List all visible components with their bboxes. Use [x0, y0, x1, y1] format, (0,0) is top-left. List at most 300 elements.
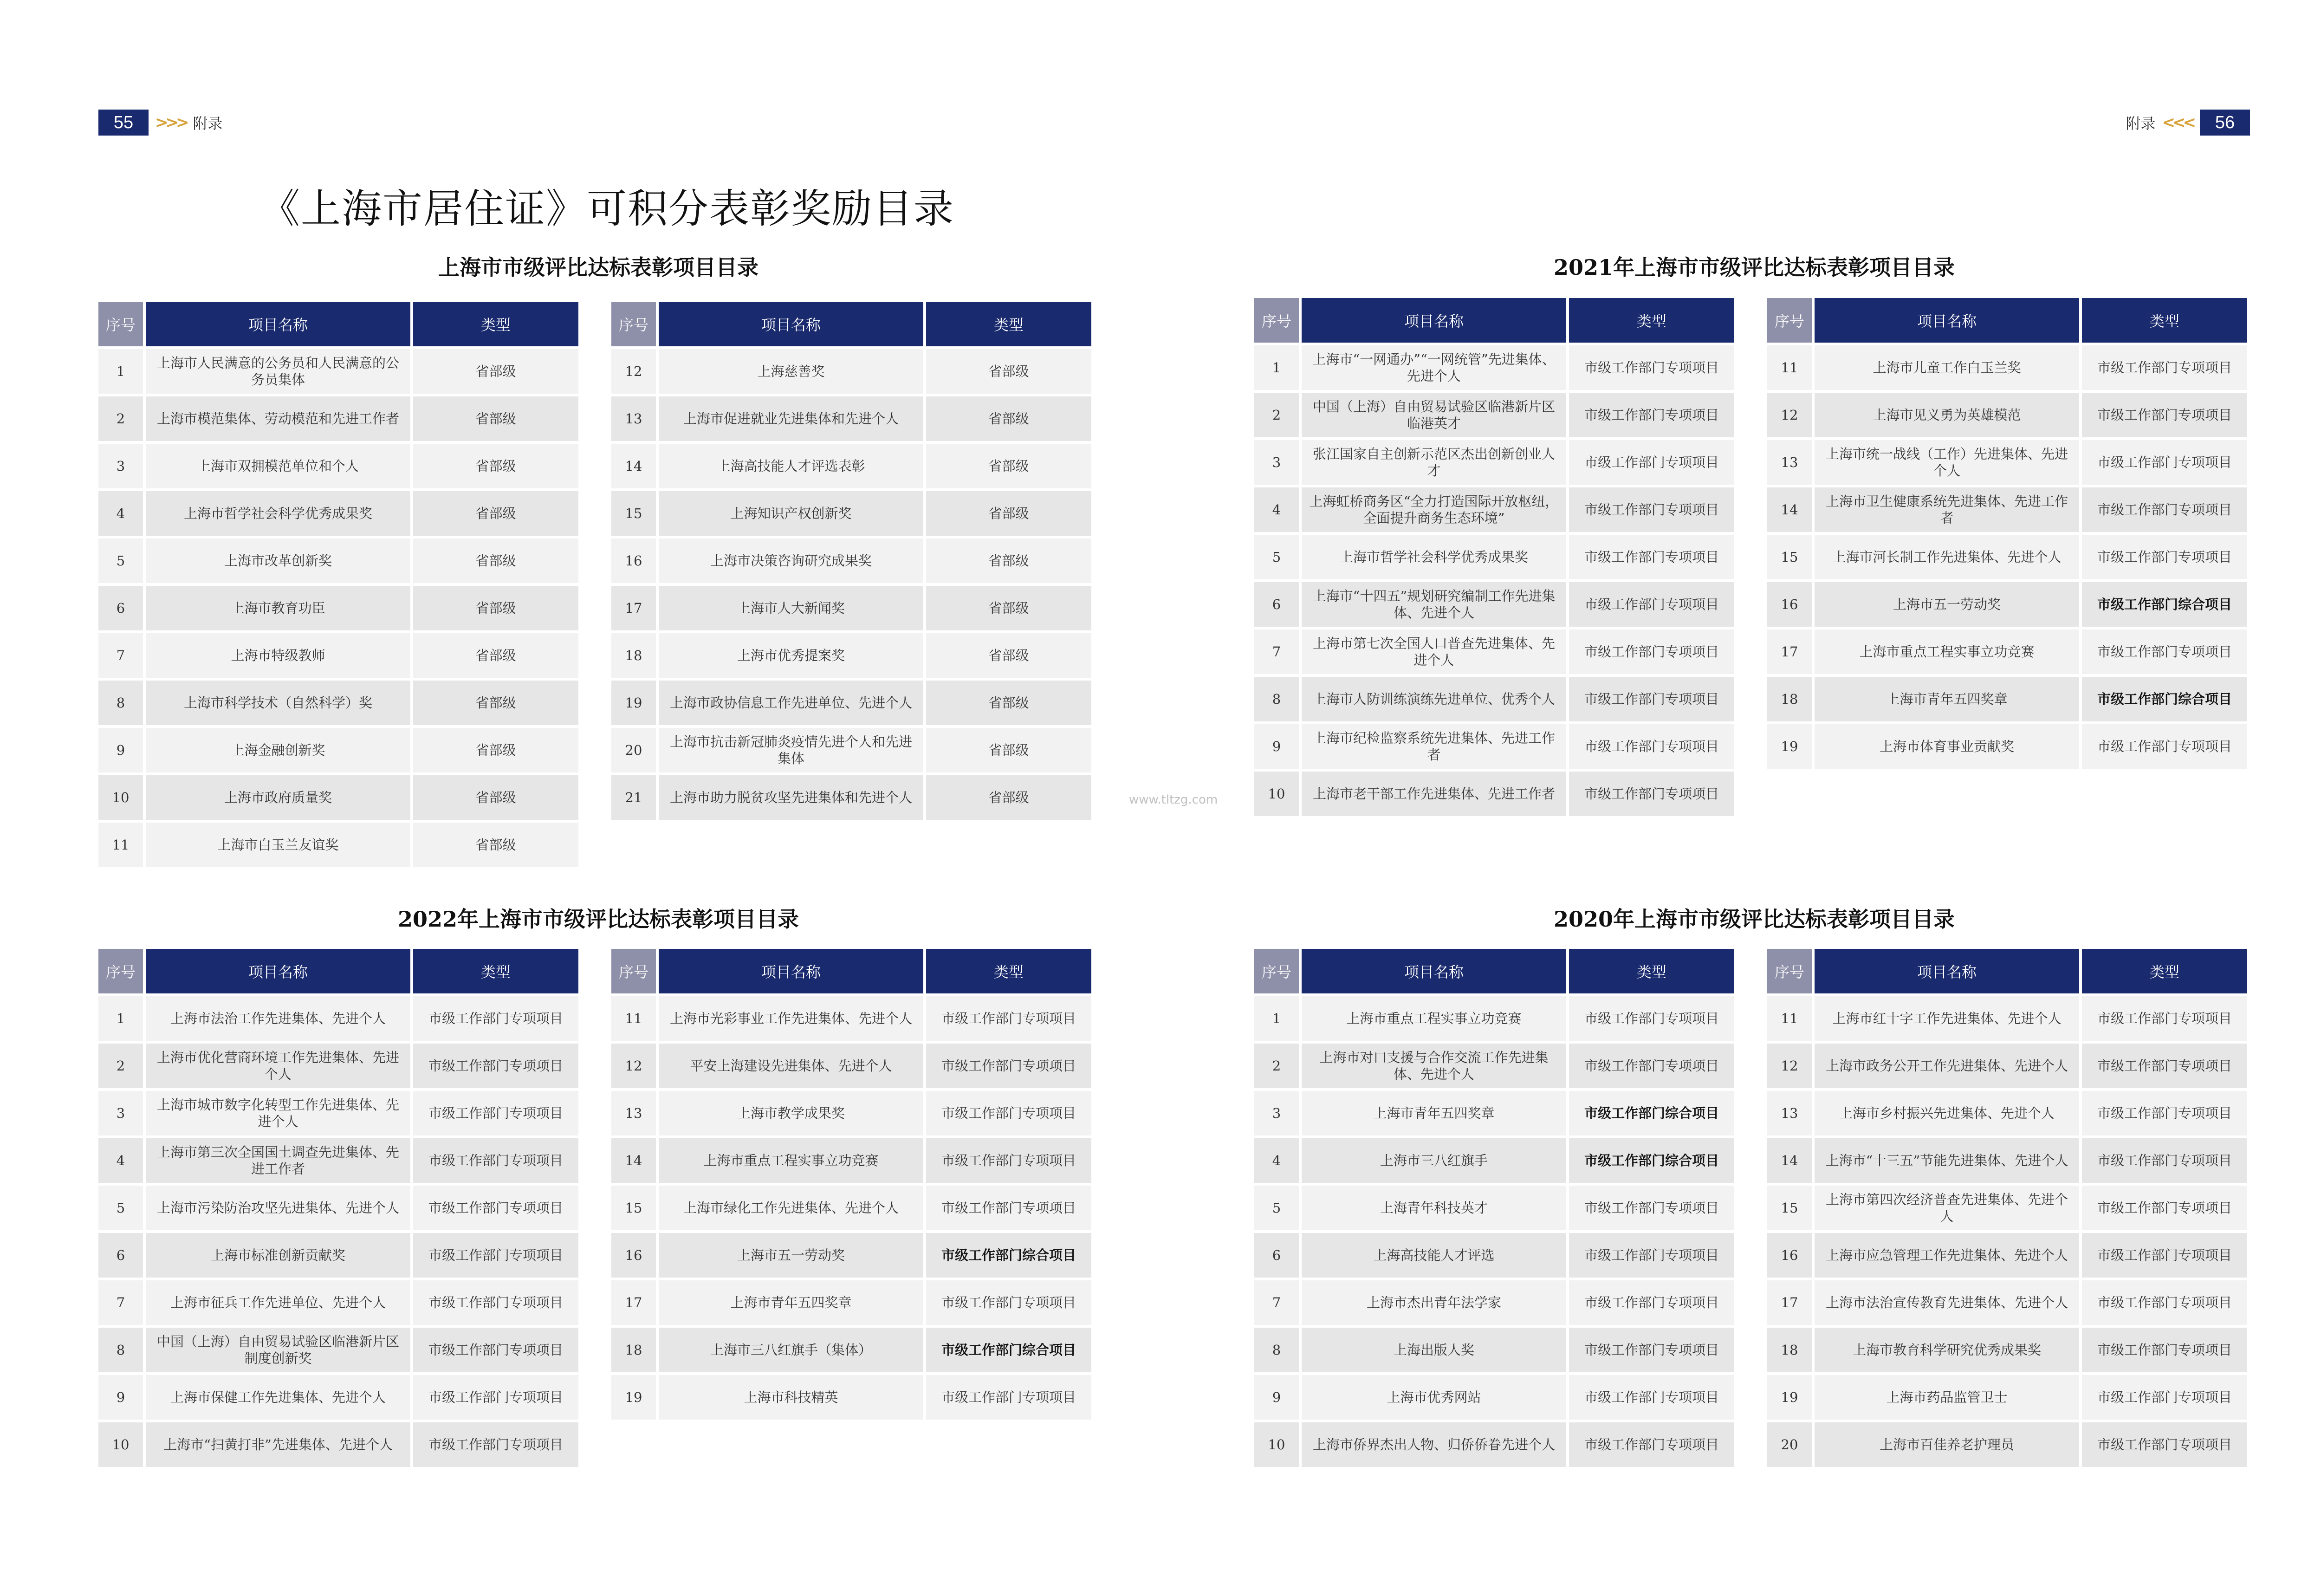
item-type: 市级工作部门专项项目	[926, 1280, 1091, 1325]
table-row	[1767, 629, 2247, 674]
item-name: 上海市儿童工作白玉兰奖	[1815, 345, 2079, 390]
table-header-row	[98, 302, 578, 346]
table-row	[1767, 1186, 2247, 1230]
item-name: 上海市重点工程实事立功竞赛	[1302, 996, 1566, 1041]
row-number: 17	[611, 1280, 656, 1325]
item-type: 省部级	[413, 491, 578, 536]
item-name: 上海市老干部工作先进集体、先进工作者	[1302, 772, 1566, 816]
row-number: 17	[1767, 1280, 1812, 1325]
item-type: 省部级	[926, 586, 1091, 630]
right-page-header	[2126, 110, 2250, 136]
row-number: 10	[98, 1422, 143, 1467]
row-number: 18	[611, 633, 656, 678]
item-name: 上海市三八红旗手	[1302, 1138, 1566, 1183]
row-number: 9	[1254, 724, 1299, 769]
item-name: 上海市乡村振兴先进集体、先进个人	[1815, 1091, 2079, 1135]
table-row	[1767, 440, 2247, 485]
item-type: 市级工作部门专项项目	[2082, 1280, 2247, 1325]
table-row	[1767, 1233, 2247, 1278]
table-row	[1254, 1044, 1734, 1088]
table-row	[98, 349, 578, 394]
column-header-no: 序号	[1767, 949, 1812, 993]
table-row	[1254, 1138, 1734, 1183]
item-name: 上海市第三次全国国土调查先进集体、先进工作者	[146, 1138, 410, 1183]
table-row	[611, 538, 1091, 583]
row-number: 18	[611, 1328, 656, 1372]
column-header-no: 序号	[611, 302, 656, 346]
section-title: 2022年上海市市级评比达标表彰项目目录	[397, 907, 799, 932]
item-name: 上海市法治宣传教育先进集体、先进个人	[1815, 1280, 2079, 1325]
item-name: 上海虹桥商务区“全力打造国际开放枢纽，全面提升商务生态环境”	[1302, 487, 1566, 532]
row-number: 1	[98, 996, 143, 1041]
item-name: 上海市重点工程实事立功竞赛	[659, 1138, 923, 1183]
header-label: 附录	[2126, 115, 2156, 132]
item-name: 上海市对口支援与合作交流工作先进集体、先进个人	[1302, 1044, 1566, 1088]
column-header-name: 项目名称	[146, 949, 410, 993]
item-name: 上海市科技精英	[659, 1375, 923, 1420]
row-number: 4	[1254, 1138, 1299, 1183]
item-name: 上海市模范集体、劳动模范和先进工作者	[146, 396, 410, 441]
item-name: 上海青年科技英才	[1302, 1186, 1566, 1230]
item-type: 市级工作部门专项项目	[2082, 1375, 2247, 1420]
table-row	[98, 1186, 578, 1230]
item-name: 上海市双拥模范单位和个人	[146, 444, 410, 488]
column-header-type: 类型	[926, 302, 1091, 346]
item-type: 省部级	[926, 349, 1091, 394]
item-name: 上海市标准创新贡献奖	[146, 1233, 410, 1278]
row-number: 13	[1767, 440, 1812, 485]
item-name: 上海市五一劳动奖	[1815, 582, 2079, 627]
item-type: 市级工作部门综合项目	[2082, 582, 2247, 627]
row-number: 7	[1254, 1280, 1299, 1325]
table-row	[98, 396, 578, 441]
item-type: 市级工作部门专项项目	[1569, 487, 1734, 532]
item-name: 上海市优化营商环境工作先进集体、先进个人	[146, 1044, 410, 1088]
item-name: 上海市青年五四奖章	[1815, 677, 2079, 721]
row-number: 13	[1767, 1091, 1812, 1135]
row-number: 14	[1767, 1138, 1812, 1183]
item-name: 上海市人民满意的公务员和人民满意的公务员集体	[146, 349, 410, 394]
item-type: 市级工作部门专项项目	[2082, 1186, 2247, 1230]
item-name: 上海市教学成果奖	[659, 1091, 923, 1135]
item-name: 上海市五一劳动奖	[659, 1233, 923, 1278]
item-name: 上海市第四次经济普查先进集体、先进个人	[1815, 1186, 2079, 1230]
item-type: 省部级	[926, 681, 1091, 725]
row-number: 10	[1254, 772, 1299, 816]
item-type: 市级工作部门专项项目	[1569, 677, 1734, 721]
row-number: 1	[98, 349, 143, 394]
item-name: 上海市体育事业贡献奖	[1815, 724, 2079, 769]
row-number: 20	[611, 728, 656, 772]
page-number: 56	[2200, 110, 2250, 136]
item-name: 上海市杰出青年法学家	[1302, 1280, 1566, 1325]
item-type: 省部级	[926, 728, 1091, 772]
table-row	[611, 996, 1091, 1041]
item-type: 市级工作部门专项项目	[1569, 393, 1734, 437]
award-table	[609, 299, 1094, 823]
row-number: 14	[611, 1138, 656, 1183]
item-name: 上海市第七次全国人口普查先进集体、先进个人	[1302, 629, 1566, 674]
row-number: 17	[1767, 629, 1812, 674]
row-number: 8	[1254, 1328, 1299, 1372]
column-header-type: 类型	[413, 302, 578, 346]
item-name: 上海市助力脱贫攻坚先进集体和先进个人	[659, 775, 923, 820]
table-row	[1254, 393, 1734, 437]
table-row	[1254, 487, 1734, 532]
item-name: 上海市科学技术（自然科学）奖	[146, 681, 410, 725]
item-type: 市级工作部门专项项目	[926, 1138, 1091, 1183]
item-type: 市级工作部门专项项目	[1569, 629, 1734, 674]
page-number: 55	[98, 110, 149, 136]
table-row	[611, 396, 1091, 441]
row-number: 15	[1767, 1186, 1812, 1230]
item-name: 上海市“一网通办”“一网统管”先进集体、先进个人	[1302, 345, 1566, 390]
item-type: 省部级	[413, 775, 578, 820]
item-name: 上海市改革创新奖	[146, 538, 410, 583]
column-header-no: 序号	[1254, 298, 1299, 343]
section-title: 2020年上海市市级评比达标表彰项目目录	[1553, 907, 1955, 932]
table-row	[611, 1186, 1091, 1230]
table-row	[1767, 582, 2247, 627]
item-type: 市级工作部门专项项目	[926, 1186, 1091, 1230]
item-type: 省部级	[926, 633, 1091, 678]
item-name: 上海市人大新闻奖	[659, 586, 923, 630]
item-name: 上海市百佳养老护理员	[1815, 1422, 2079, 1467]
row-number: 8	[1254, 677, 1299, 721]
item-name: 上海高技能人才评选表彰	[659, 444, 923, 488]
table-row	[1767, 1280, 2247, 1325]
row-number: 14	[1767, 487, 1812, 532]
item-type: 省部级	[926, 491, 1091, 536]
table-row	[1254, 535, 1734, 579]
item-name: 上海市药品监管卫士	[1815, 1375, 2079, 1420]
item-name: 上海市见义勇为英雄模范	[1815, 393, 2079, 437]
row-number: 7	[98, 1280, 143, 1325]
table-row	[1254, 629, 1734, 674]
row-number: 10	[1254, 1422, 1299, 1467]
row-number: 1	[1254, 345, 1299, 390]
item-type: 市级工作部门专项项目	[926, 1044, 1091, 1088]
table-header-row	[98, 949, 578, 993]
column-header-no: 序号	[1767, 298, 1812, 343]
column-header-no: 序号	[98, 949, 143, 993]
row-number: 21	[611, 775, 656, 820]
row-number: 2	[1254, 393, 1299, 437]
item-type: 市级工作部门专项项目	[2082, 393, 2247, 437]
item-type: 市级工作部门专项项目	[1569, 345, 1734, 390]
item-name: 上海市“扫黄打非”先进集体、先进个人	[146, 1422, 410, 1467]
row-number: 3	[98, 1091, 143, 1135]
item-type: 省部级	[413, 823, 578, 867]
item-name: 上海金融创新奖	[146, 728, 410, 772]
row-number: 7	[98, 633, 143, 678]
table-row	[611, 349, 1091, 394]
table-row	[1767, 1422, 2247, 1467]
item-name: 上海市统一战线（工作）先进集体、先进个人	[1815, 440, 2079, 485]
award-table	[1764, 295, 2250, 772]
row-number: 5	[98, 538, 143, 583]
row-number: 3	[1254, 1091, 1299, 1135]
item-type: 市级工作部门专项项目	[1569, 582, 1734, 627]
item-name: 上海市哲学社会科学优秀成果奖	[146, 491, 410, 536]
item-type: 市级工作部门专项项目	[1569, 535, 1734, 579]
item-type: 市级工作部门专项项目	[413, 996, 578, 1041]
table-row	[1767, 996, 2247, 1041]
item-name: 上海市三八红旗手（集体）	[659, 1328, 923, 1372]
section-title: 2021年上海市市级评比达标表彰项目目录	[1553, 255, 1955, 280]
item-name: 上海市卫生健康系统先进集体、先进工作者	[1815, 487, 2079, 532]
table-row	[1767, 1375, 2247, 1420]
table-row	[98, 586, 578, 630]
item-type: 省部级	[413, 681, 578, 725]
item-type: 省部级	[413, 633, 578, 678]
row-number: 15	[1767, 535, 1812, 579]
item-name: 上海市特级教师	[146, 633, 410, 678]
table-row	[611, 1280, 1091, 1325]
table-row	[1767, 1328, 2247, 1372]
table-row	[611, 728, 1091, 772]
award-table	[1764, 946, 2250, 1470]
item-name: 上海市白玉兰友谊奖	[146, 823, 410, 867]
item-name: 上海市优秀网站	[1302, 1375, 1566, 1420]
item-type: 市级工作部门专项项目	[413, 1091, 578, 1135]
award-table	[1251, 946, 1737, 1470]
row-number: 17	[611, 586, 656, 630]
table-row	[1254, 1422, 1734, 1467]
table-row	[1254, 440, 1734, 485]
row-number: 4	[98, 491, 143, 536]
row-number: 5	[98, 1186, 143, 1230]
table-row	[1254, 1186, 1734, 1230]
row-number: 8	[98, 1328, 143, 1372]
row-number: 15	[611, 491, 656, 536]
column-header-name: 项目名称	[146, 302, 410, 346]
item-name: 上海市“十四五”规划研究编制工作先进集体、先进个人	[1302, 582, 1566, 627]
table-row	[611, 775, 1091, 820]
item-name: 上海高技能人才评选	[1302, 1233, 1566, 1278]
row-number: 2	[98, 1044, 143, 1088]
item-name: 上海市哲学社会科学优秀成果奖	[1302, 535, 1566, 579]
item-type: 市级工作部门专项项目	[926, 1375, 1091, 1420]
item-name: 上海市“十三五”节能先进集体、先进个人	[1815, 1138, 2079, 1183]
item-name: 上海市教育功臣	[146, 586, 410, 630]
table-header-row	[611, 949, 1091, 993]
item-type: 市级工作部门专项项目	[2082, 629, 2247, 674]
table-row	[98, 681, 578, 725]
item-type: 市级工作部门专项项目	[1569, 1328, 1734, 1372]
column-header-no: 序号	[611, 949, 656, 993]
item-type: 市级工作部门专项项目	[413, 1375, 578, 1420]
item-name: 张江国家自主创新示范区杰出创新创业人才	[1302, 440, 1566, 485]
award-table	[609, 946, 1094, 1422]
item-name: 上海市重点工程实事立功竞赛	[1815, 629, 2079, 674]
column-header-type: 类型	[1569, 949, 1734, 993]
row-number: 11	[611, 996, 656, 1041]
item-type: 省部级	[926, 538, 1091, 583]
column-header-name: 项目名称	[1815, 298, 2079, 343]
table-row	[98, 1233, 578, 1278]
table-row	[1254, 1233, 1734, 1278]
item-name: 上海市污染防治攻坚先进集体、先进个人	[146, 1186, 410, 1230]
row-number: 16	[1767, 1233, 1812, 1278]
row-number: 12	[611, 349, 656, 394]
item-name: 上海出版人奖	[1302, 1328, 1566, 1372]
row-number: 4	[1254, 487, 1299, 532]
row-number: 8	[98, 681, 143, 725]
item-type: 省部级	[413, 444, 578, 488]
table-row	[1254, 724, 1734, 769]
item-type: 市级工作部门专项项目	[2082, 345, 2247, 390]
table-header-row	[1767, 949, 2247, 993]
chevron-left-icon: <<<	[2162, 113, 2193, 132]
row-number: 9	[98, 1375, 143, 1420]
column-header-type: 类型	[926, 949, 1091, 993]
row-number: 6	[1254, 1233, 1299, 1278]
table-row	[1767, 677, 2247, 721]
item-name: 上海市绿化工作先进集体、先进个人	[659, 1186, 923, 1230]
table-row	[611, 633, 1091, 678]
item-type: 市级工作部门专项项目	[2082, 1233, 2247, 1278]
row-number: 4	[98, 1138, 143, 1183]
table-row	[1254, 996, 1734, 1041]
item-type: 市级工作部门专项项目	[2082, 1138, 2247, 1183]
table-row	[1254, 772, 1734, 816]
item-type: 市级工作部门专项项目	[413, 1044, 578, 1088]
row-number: 10	[98, 775, 143, 820]
table-row	[98, 1091, 578, 1135]
row-number: 7	[1254, 629, 1299, 674]
item-name: 上海市青年五四奖章	[659, 1280, 923, 1325]
table-row	[1767, 1091, 2247, 1135]
item-type: 市级工作部门专项项目	[2082, 535, 2247, 579]
item-type: 市级工作部门专项项目	[2082, 724, 2247, 769]
row-number: 2	[1254, 1044, 1299, 1088]
award-table	[1251, 295, 1737, 819]
row-number: 16	[611, 1233, 656, 1278]
table-row	[98, 1138, 578, 1183]
row-number: 19	[611, 1375, 656, 1420]
item-name: 上海市青年五四奖章	[1302, 1091, 1566, 1135]
table-row	[98, 775, 578, 820]
row-number: 6	[98, 586, 143, 630]
item-type: 市级工作部门专项项目	[926, 1091, 1091, 1135]
column-header-no: 序号	[1254, 949, 1299, 993]
row-number: 19	[611, 681, 656, 725]
item-name: 上海市应急管理工作先进集体、先进个人	[1815, 1233, 2079, 1278]
table-row	[611, 444, 1091, 488]
left-page-header	[98, 110, 222, 136]
item-type: 市级工作部门专项项目	[413, 1138, 578, 1183]
table-header-row	[1254, 949, 1734, 993]
award-table	[96, 946, 581, 1470]
column-header-name: 项目名称	[1302, 949, 1566, 993]
item-type: 市级工作部门专项项目	[1569, 440, 1734, 485]
row-number: 6	[98, 1233, 143, 1278]
item-name: 上海市征兵工作先进单位、先进个人	[146, 1280, 410, 1325]
table-row	[1254, 582, 1734, 627]
table-row	[611, 681, 1091, 725]
table-row	[1254, 677, 1734, 721]
table-row	[1767, 1138, 2247, 1183]
table-row	[1767, 1044, 2247, 1088]
column-header-name: 项目名称	[1302, 298, 1566, 343]
column-header-type: 类型	[1569, 298, 1734, 343]
row-number: 11	[1767, 996, 1812, 1041]
table-row	[98, 633, 578, 678]
item-name: 中国（上海）自由贸易试验区临港新片区制度创新奖	[146, 1328, 410, 1372]
table-row	[98, 538, 578, 583]
table-row	[611, 1044, 1091, 1088]
award-table	[96, 299, 581, 870]
item-type: 省部级	[413, 538, 578, 583]
item-name: 上海市保健工作先进集体、先进个人	[146, 1375, 410, 1420]
row-number: 12	[1767, 1044, 1812, 1088]
table-row	[98, 996, 578, 1041]
row-number: 18	[1767, 1328, 1812, 1372]
table-header-row	[1767, 298, 2247, 343]
column-header-no: 序号	[98, 302, 143, 346]
table-row	[1767, 535, 2247, 579]
item-name: 上海市人防训练演练先进单位、优秀个人	[1302, 677, 1566, 721]
item-type: 市级工作部门专项项目	[2082, 996, 2247, 1041]
row-number: 13	[611, 396, 656, 441]
table-header-row	[1254, 298, 1734, 343]
row-number: 12	[1767, 393, 1812, 437]
table-row	[1254, 1091, 1734, 1135]
item-name: 上海知识产权创新奖	[659, 491, 923, 536]
item-name: 上海市教育科学研究优秀成果奖	[1815, 1328, 2079, 1372]
item-type: 省部级	[926, 396, 1091, 441]
table-row	[98, 1375, 578, 1420]
column-header-type: 类型	[2082, 949, 2247, 993]
row-number: 14	[611, 444, 656, 488]
table-row	[1254, 1280, 1734, 1325]
item-type: 市级工作部门专项项目	[2082, 1422, 2247, 1467]
item-type: 市级工作部门专项项目	[1569, 996, 1734, 1041]
item-name: 上海市政务公开工作先进集体、先进个人	[1815, 1044, 2079, 1088]
table-row	[1254, 345, 1734, 390]
item-name: 平安上海建设先进集体、先进个人	[659, 1044, 923, 1088]
table-row	[98, 1422, 578, 1467]
table-row	[611, 1091, 1091, 1135]
table-row	[611, 1233, 1091, 1278]
row-number: 3	[98, 444, 143, 488]
item-type: 市级工作部门专项项目	[1569, 1422, 1734, 1467]
item-name: 上海市河长制工作先进集体、先进个人	[1815, 535, 2079, 579]
watermark: www.tltzg.com	[1129, 793, 1218, 807]
item-type: 市级工作部门专项项目	[2082, 1328, 2247, 1372]
row-number: 9	[1254, 1375, 1299, 1420]
item-type: 市级工作部门专项项目	[1569, 1044, 1734, 1088]
item-type: 市级工作部门综合项目	[926, 1328, 1091, 1372]
row-number: 1	[1254, 996, 1299, 1041]
item-name: 上海慈善奖	[659, 349, 923, 394]
item-type: 市级工作部门专项项目	[2082, 1044, 2247, 1088]
item-type: 市级工作部门专项项目	[413, 1186, 578, 1230]
table-row	[98, 823, 578, 867]
table-row	[611, 1375, 1091, 1420]
item-name: 上海市决策咨询研究成果奖	[659, 538, 923, 583]
table-row	[611, 1328, 1091, 1372]
table-row	[98, 444, 578, 488]
row-number: 15	[611, 1186, 656, 1230]
column-header-name: 项目名称	[659, 302, 923, 346]
item-name: 上海市红十字工作先进集体、先进个人	[1815, 996, 2079, 1041]
item-type: 市级工作部门专项项目	[1569, 1375, 1734, 1420]
row-number: 11	[98, 823, 143, 867]
row-number: 19	[1767, 724, 1812, 769]
item-type: 市级工作部门专项项目	[2082, 487, 2247, 532]
